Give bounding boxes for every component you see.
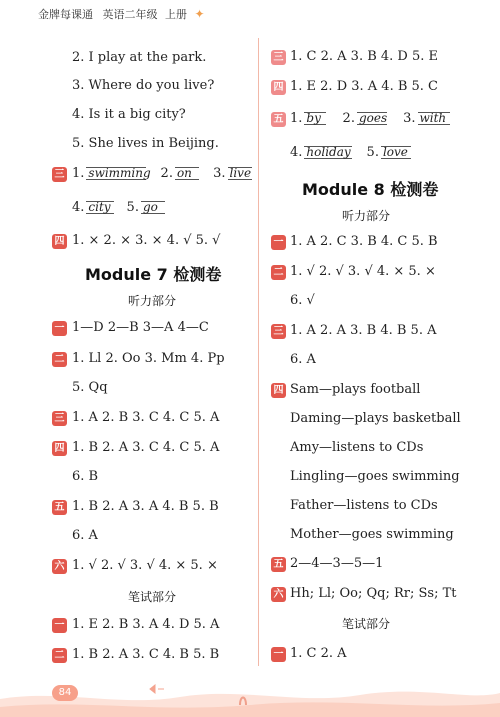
section-badge: 五 <box>271 112 286 127</box>
answer-line: 1. Ll 2. Oo 3. Mm 4. Pp <box>72 351 225 366</box>
answer-line: 6. √ <box>290 293 315 308</box>
answer-line: Daming—plays basketball <box>290 411 461 426</box>
section-badge: 一 <box>271 235 286 250</box>
answer-line: 2—4—3—5—1 <box>290 556 384 571</box>
answer-line: 1. B 2. A 3. A 4. B 5. B <box>72 499 219 514</box>
section-badge: 四 <box>271 383 286 398</box>
section-badge: 六 <box>271 587 286 602</box>
answer-line: 1. B 2. A 3. C 4. B 5. B <box>72 647 220 662</box>
listening-heading: 听力部分 <box>128 294 177 308</box>
answer-line: Father—listens to CDs <box>290 498 438 513</box>
answer-line: 1. C 2. A 3. B 4. D 5. E <box>290 49 439 64</box>
star-icon: ✦ <box>194 7 205 21</box>
section-badge: 二 <box>52 648 67 663</box>
answer-line: Amy—listens to CDs <box>290 440 424 455</box>
volume-name: 上册 <box>165 8 187 21</box>
section-badge: 二 <box>271 265 286 280</box>
answer-line: 1. A 2. C 3. B 4. C 5. B <box>290 234 438 249</box>
answer-line: 3. Where do you live? <box>72 78 215 93</box>
section-badge: 五 <box>271 557 286 572</box>
answer-line: 1. C 2. A <box>290 646 347 661</box>
answer-line: Lingling—goes swimming <box>290 469 460 484</box>
section-badge: 四 <box>271 80 286 95</box>
listening-heading: 听力部分 <box>342 209 391 223</box>
writing-heading: 笔试部分 <box>342 617 391 631</box>
module7-title: Module 7 检测卷 <box>85 265 222 284</box>
answer-line: 6. B <box>72 469 99 484</box>
answer-line: 1. √ 2. √ 3. √ 4. × 5. × <box>72 558 218 573</box>
answer-line: 1. A 2. A 3. B 4. B 5. A <box>290 323 437 338</box>
answer-line: 1. √ 2. √ 3. √ 4. × 5. × <box>290 264 436 279</box>
answer-line: 1. E 2. B 3. A 4. D 5. A <box>72 617 220 632</box>
answer-line: 5. She lives in Beijing. <box>72 136 219 151</box>
book-name: 金牌每课通 <box>38 8 93 21</box>
section-badge: 一 <box>52 321 67 336</box>
section-badge: 三 <box>271 324 286 339</box>
answer-line: 1. B 2. A 3. C 4. C 5. A <box>72 440 220 455</box>
section-badge: 三 <box>52 167 67 182</box>
answer-line: 1—D 2—B 3—A 4—C <box>72 320 209 335</box>
writing-heading: 笔试部分 <box>128 590 177 604</box>
section-badge: 六 <box>52 559 67 574</box>
fish-icon <box>150 685 164 693</box>
handwritten-answer-line: 1. swimming 2. on 3. live <box>72 166 252 181</box>
answer-line: 1. A 2. B 3. C 4. C 5. A <box>72 410 220 425</box>
answer-line: 1. E 2. D 3. A 4. B 5. C <box>290 79 439 94</box>
answer-line: 4. Is it a big city? <box>72 107 186 122</box>
answer-line: 2. I play at the park. <box>72 50 207 65</box>
answer-line: 6. A <box>290 352 316 367</box>
answer-line: Mother—goes swimming <box>290 527 454 542</box>
section-badge: 五 <box>52 500 67 515</box>
answer-line: 6. A <box>72 528 98 543</box>
answer-line: Sam—plays football <box>290 382 421 397</box>
section-badge: 四 <box>52 234 67 249</box>
section-badge: 一 <box>52 618 67 633</box>
section-badge: 一 <box>271 647 286 662</box>
section-badge: 二 <box>52 352 67 367</box>
section-badge: 四 <box>52 441 67 456</box>
subject-name: 英语二年级 <box>102 8 158 21</box>
module8-title: Module 8 检测卷 <box>302 180 439 199</box>
section-badge: 三 <box>52 411 67 426</box>
handwritten-answer-line: 4. city 5. go <box>72 200 167 216</box>
column-divider <box>258 38 259 666</box>
answer-line: 1. × 2. × 3. × 4. √ 5. √ <box>72 233 221 248</box>
answer-line: 5. Qq <box>72 380 108 395</box>
page-header <box>38 6 205 22</box>
handwritten-answer-line: 1. by 2. goes 3. with <box>290 111 452 127</box>
handwritten-answer-line: 4. holiday 5. love <box>290 145 413 161</box>
section-badge: 三 <box>271 50 286 65</box>
page-number: 84 <box>52 685 78 701</box>
answer-line: Hh; Ll; Oo; Qq; Rr; Ss; Tt <box>290 586 457 601</box>
